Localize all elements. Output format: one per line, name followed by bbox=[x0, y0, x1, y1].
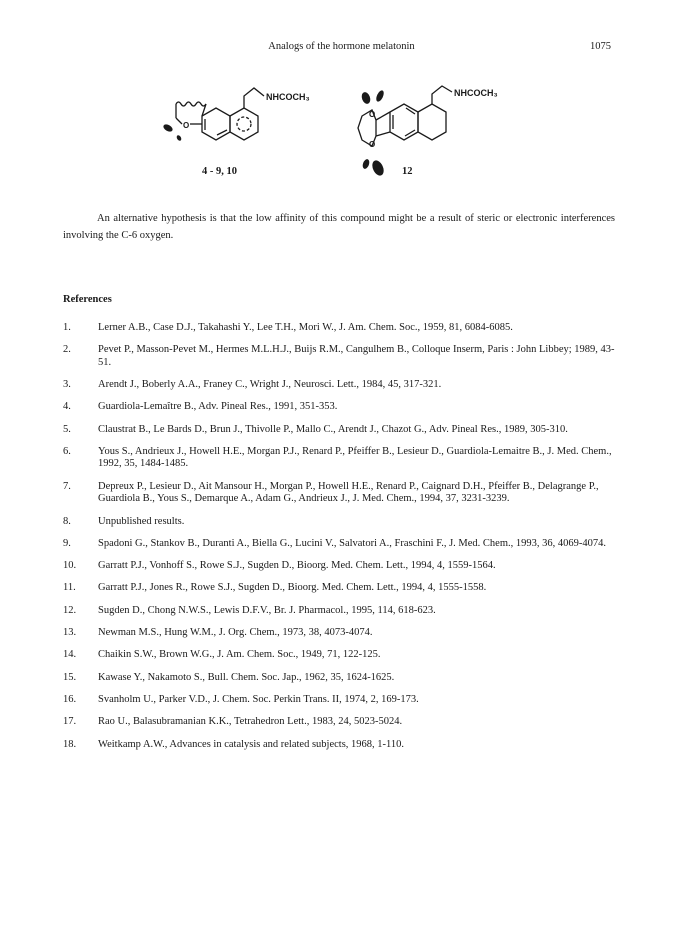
right-oxygen-top-label: O bbox=[369, 110, 376, 119]
references-heading: References bbox=[63, 294, 112, 305]
reference-number: 7. bbox=[63, 480, 71, 492]
right-compound-label: 12 bbox=[402, 166, 413, 177]
reference-text: Yous S., Andrieux J., Howell H.E., Morgan P.J., Renard P., Pfeiffer B., Lesieur D., Guardiola-Lemaitre B., J. Med. Chem., 1992, 35, 1484-1485. bbox=[98, 445, 612, 470]
reference-item bbox=[63, 516, 623, 529]
structures-drawing bbox=[140, 84, 560, 190]
reference-text: Newman M.S., Hung W.M., J. Org. Chem., 1973, 38, 4073-4074. bbox=[98, 627, 373, 639]
reference-item bbox=[63, 605, 623, 618]
reference-number: 5. bbox=[63, 423, 71, 435]
reference-number: 10. bbox=[63, 560, 77, 572]
reference-number: 8. bbox=[63, 515, 71, 527]
reference-item bbox=[63, 446, 623, 471]
reference-number: 6. bbox=[63, 445, 71, 457]
reference-number: 4. bbox=[63, 401, 71, 413]
reference-item bbox=[63, 739, 623, 752]
reference-number: 14. bbox=[63, 649, 77, 661]
reference-text: Spadoni G., Stankov B., Duranti A., Biella G., Lucini V., Salvatori A., Fraschini F., J. Med. Chem., 1993, 36, 4069-4074. bbox=[98, 537, 607, 549]
reference-number: 12. bbox=[63, 604, 77, 616]
reference-number: 9. bbox=[63, 537, 71, 549]
right-oxygen-bottom-label: O bbox=[369, 140, 376, 149]
reference-list bbox=[63, 322, 623, 761]
reference-item bbox=[63, 538, 623, 551]
left-oxygen-label: O bbox=[183, 121, 190, 130]
reference-number: 1. bbox=[63, 322, 71, 333]
reference-text: Garratt P.J., Vonhoff S., Rowe S.J., Sugden D., Bioorg. Med. Chem. Lett., 1994, 4, 1559-1564. bbox=[98, 560, 496, 572]
reference-number: 15. bbox=[63, 671, 77, 683]
reference-text: Unpublished results. bbox=[98, 515, 185, 527]
reference-text: Claustrat B., Le Bards D., Brun J., Thivolle P., Mallo C., Arendt J., Chazot G., Adv. Pineal Res., 1989, 305-310. bbox=[98, 423, 568, 435]
left-lone-pair-lobes bbox=[162, 123, 182, 142]
body-paragraph: An alternative hypothesis is that the low affinity of this compound might be a result of steric or electronic interferences involving the C-6 oxygen. bbox=[63, 213, 615, 241]
reference-number: 13. bbox=[63, 627, 77, 639]
reference-number: 2. bbox=[63, 344, 71, 356]
reference-item bbox=[63, 424, 623, 437]
left-structure bbox=[176, 88, 264, 140]
chemical-structures-figure bbox=[140, 84, 560, 190]
right-substituent-label: NHCOCH₃ bbox=[454, 88, 498, 98]
reference-text: Arendt J., Boberly A.A., Franey C., Wright J., Neurosci. Lett., 1984, 45, 317-321. bbox=[98, 379, 442, 391]
reference-number: 18. bbox=[63, 738, 77, 750]
reference-item bbox=[63, 379, 623, 392]
reference-number: 16. bbox=[63, 693, 77, 705]
reference-text: Lerner A.B., Case D.J., Takahashi Y., Lee T.H., Mori W., J. Am. Chem. Soc., 1959, 81, 6084-6085. bbox=[98, 322, 513, 333]
reference-item bbox=[63, 672, 623, 685]
reference-item bbox=[63, 322, 623, 335]
running-title: Analogs of the hormone melatonin bbox=[268, 41, 415, 52]
reference-item bbox=[63, 627, 623, 640]
reference-text: Sugden D., Chong N.W.S., Lewis D.F.V., Br. J. Pharmacol., 1995, 114, 618-623. bbox=[98, 604, 436, 616]
reference-item bbox=[63, 481, 623, 506]
reference-number: 11. bbox=[63, 582, 76, 594]
reference-text: Depreux P., Lesieur D., Ait Mansour H., Morgan P., Howell H.E., Renard P., Caignard D.H., Pfeiffer B., Delagrange P., Guardiola B., Yous S., Demarque A., Adam G., Andrieux J., J. Med. Chem., 1994, 37, 3231-3239. bbox=[98, 480, 599, 505]
reference-item bbox=[63, 716, 623, 729]
reference-item bbox=[63, 344, 623, 369]
reference-text: Chaikin S.W., Brown W.G., J. Am. Chem. Soc., 1949, 71, 122-125. bbox=[98, 649, 381, 661]
reference-text: Rao U., Balasubramanian K.K., Tetrahedron Lett., 1983, 24, 5023-5024. bbox=[98, 716, 403, 728]
right-lone-pair-lobes bbox=[360, 89, 386, 177]
reference-item bbox=[63, 649, 623, 662]
page-number: 1075 bbox=[590, 41, 611, 52]
reference-text: Weitkamp A.W., Advances in catalysis and related subjects, 1968, 1-110. bbox=[98, 738, 405, 750]
reference-number: 17. bbox=[63, 716, 77, 728]
reference-text: Guardiola-Lemaître B., Adv. Pineal Res., 1991, 351-353. bbox=[98, 401, 338, 413]
reference-item bbox=[63, 560, 623, 573]
reference-item bbox=[63, 401, 623, 414]
reference-text: Garratt P.J., Jones R., Rowe S.J., Sugden D., Bioorg. Med. Chem. Lett., 1994, 4, 1555-1558. bbox=[98, 582, 487, 594]
reference-item bbox=[63, 582, 623, 595]
reference-item bbox=[63, 694, 623, 707]
reference-text: Pevet P., Masson-Pevet M., Hermes M.L.H.J., Buijs R.M., Cangulhem B., Colloque Inserm, Paris : John Libbey; 1989, 43-51. bbox=[98, 344, 615, 368]
reference-number: 3. bbox=[63, 379, 71, 391]
reference-text: Kawase Y., Nakamoto S., Bull. Chem. Soc. Jap., 1962, 35, 1624-1625. bbox=[98, 671, 395, 683]
reference-text: Svanholm U., Parker V.D., J. Chem. Soc. Perkin Trans. II, 1974, 2, 169-173. bbox=[98, 693, 419, 705]
left-compound-label: 4 - 9, 10 bbox=[202, 166, 237, 177]
left-substituent-label: NHCOCH₃ bbox=[266, 92, 310, 102]
